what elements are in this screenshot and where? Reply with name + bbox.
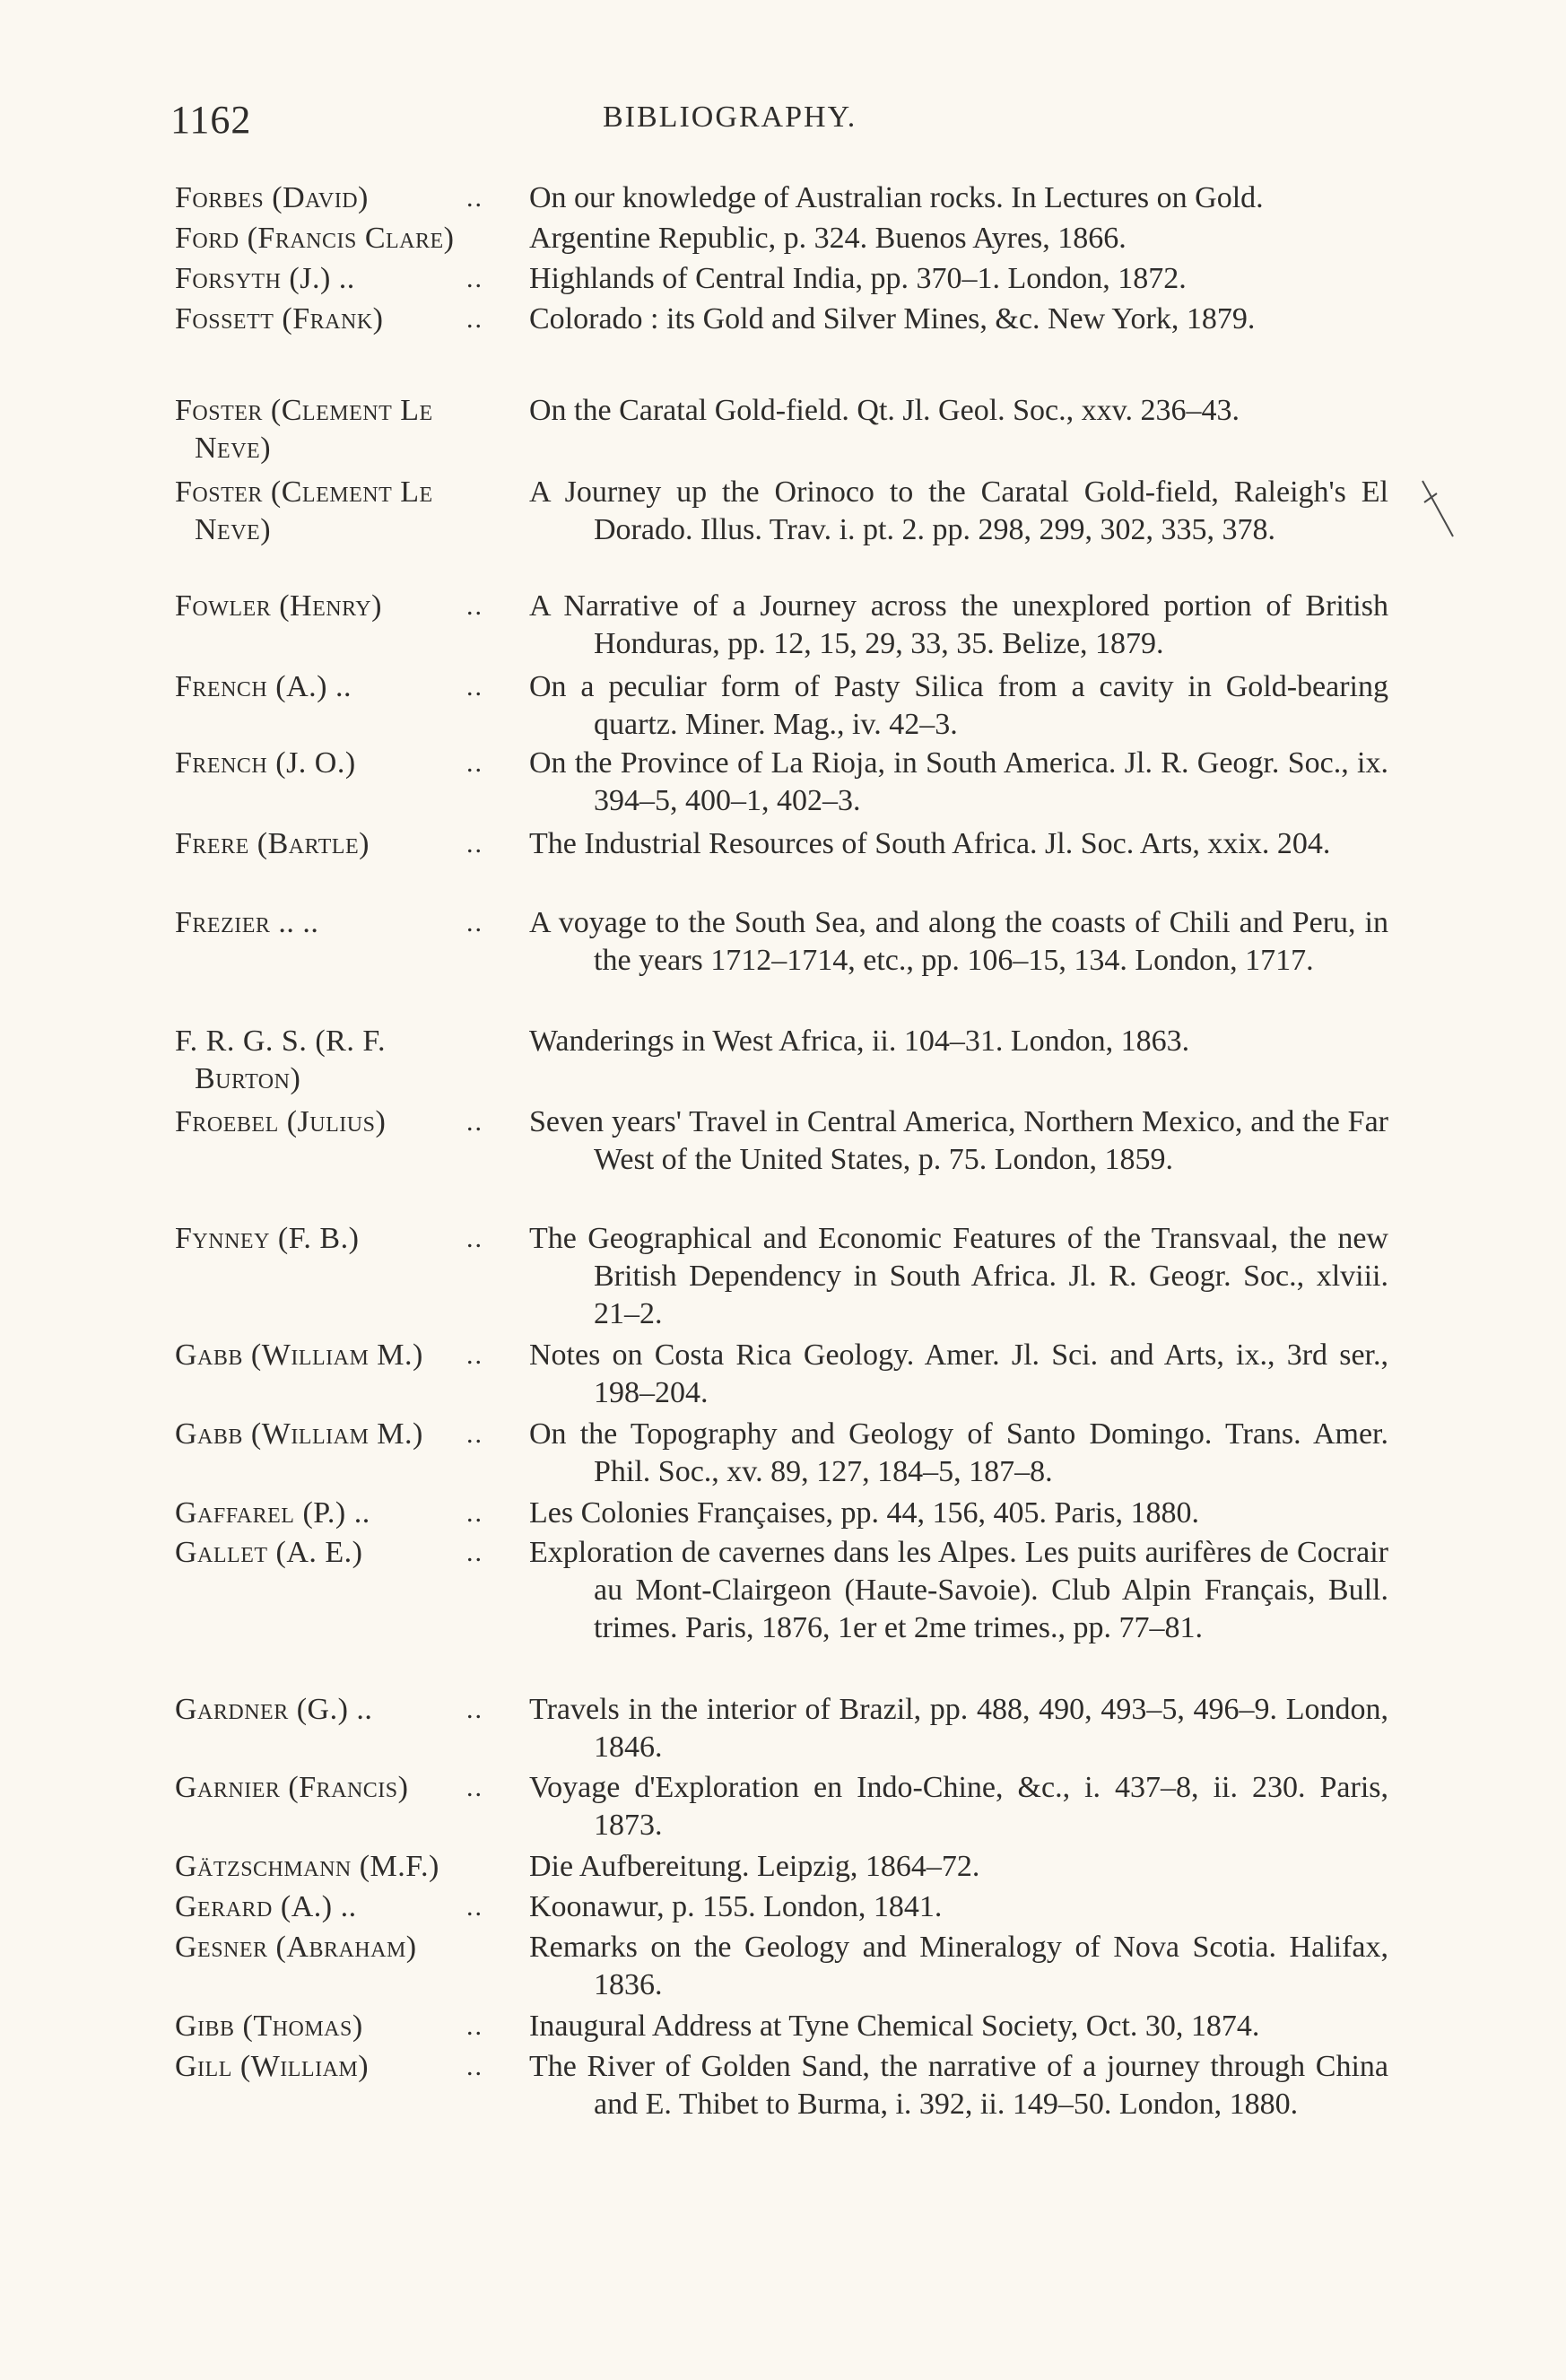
entry-work: Voyage d'Exploration en Indo-Chine, &c., i. 437–8, ii. 230. Paris, 1873. xyxy=(529,1771,1388,1842)
entry-work: A Journey up the Orinoco to the Caratal Gold-field, Raleigh's El Dorado. Illus. Trav. i. pt. 2. pp. 298, 299, 302, 335, 378. xyxy=(529,475,1388,546)
entry-author: F. R. G. S. (R. F. Burton) xyxy=(175,1024,387,1095)
entry-author: Garnier (Francis) xyxy=(175,1771,409,1804)
entry-work: On a peculiar form of Pasty Silica from a cavity in Gold-bearing quartz. Miner. Mag., iv. 42–3. xyxy=(529,670,1388,741)
entry-work: A voyage to the South Sea, and along the coasts of Chili and Peru, in the years 1712–1714, etc., pp. 106–15, 134. London, 1717. xyxy=(529,906,1388,977)
entry-author: Gibb (Thomas) xyxy=(175,2009,363,2043)
entry-work: On the Province of La Rioja, in South America. Jl. R. Geogr. Soc., ix. 394–5, 400–1, 402–3. xyxy=(529,746,1388,817)
entry-leader-dots: .. xyxy=(466,183,483,213)
entry-author: Fossett (Frank) xyxy=(175,302,384,336)
entry-author: Forsyth (J.) .. xyxy=(175,262,355,295)
entry-author: Gaffarel (P.) .. xyxy=(175,1496,370,1530)
running-head: BIBLIOGRAPHY. xyxy=(603,100,857,134)
entry-work: Seven years' Travel in Central America, Northern Mexico, and the Far West of the United States, p. 75. London, 1859. xyxy=(529,1105,1388,1176)
entry-work: The River of Golden Sand, the narrative of a journey through China and E. Thibet to Burma, i. 392, ii. 149–50. London, 1880. xyxy=(529,2050,1388,2121)
entry-work: Wanderings in West Africa, ii. 104–31. London, 1863. xyxy=(529,1024,1190,1058)
entry-leader-dots: .. xyxy=(466,2052,483,2081)
entry-author: Froebel (Julius) xyxy=(175,1105,387,1138)
entry-leader-dots: .. xyxy=(466,304,483,334)
entry-work: Koonawur, p. 155. London, 1841. xyxy=(529,1890,943,1923)
entry-author: Fynney (F. B.) xyxy=(175,1222,360,1255)
entry-work: Exploration de cavernes dans les Alpes. Les puits aurifères de Cocrair au Mont-Clairgeon (Haute-Savoie). Club Alpin Français, Bull. trimes. Paris, 1876, 1er et 2me trimes., pp. 77–81. xyxy=(529,1536,1388,1644)
entry-author: Foster (Clement Le Neve) xyxy=(175,475,433,546)
entry-author: Gerard (A.) .. xyxy=(175,1890,357,1923)
entry-author: Gill (William) xyxy=(175,2050,370,2083)
entry-author: French (A.) .. xyxy=(175,670,352,703)
entry-work: Inaugural Address at Tyne Chemical Society, Oct. 30, 1874. xyxy=(529,2009,1260,2043)
entry-work: Highlands of Central India, pp. 370–1. London, 1872. xyxy=(529,262,1187,295)
page-number: 1162 xyxy=(170,98,252,142)
entry-work: The Geographical and Economic Features of the Transvaal, the new British Dependency in South Africa. Jl. R. Geogr. Soc., xlviii. 21–2. xyxy=(529,1222,1388,1330)
entry-work: Die Aufbereitung. Leipzig, 1864–72. xyxy=(529,1850,980,1883)
entry-work: Argentine Republic, p. 324. Buenos Ayres, 1866. xyxy=(529,222,1127,255)
entry-leader-dots: .. xyxy=(466,672,483,702)
entry-leader-dots: .. xyxy=(466,748,483,778)
entry-author: Gardner (G.) .. xyxy=(175,1693,373,1726)
entry-leader-dots: .. xyxy=(466,1773,483,1802)
entry-work: Colorado : its Gold and Silver Mines, &c. New York, 1879. xyxy=(529,302,1256,336)
entry-leader-dots: .. xyxy=(466,1419,483,1449)
entry-work: On the Topography and Geology of Santo Domingo. Trans. Amer. Phil. Soc., xv. 89, 127, 184–5, 187–8. xyxy=(529,1417,1388,1488)
entry-work: Travels in the interior of Brazil, pp. 488, 490, 493–5, 496–9. London, 1846. xyxy=(529,1693,1388,1764)
entry-leader-dots: .. xyxy=(466,264,483,293)
entry-leader-dots: .. xyxy=(466,829,483,859)
entry-leader-dots: .. xyxy=(466,1538,483,1567)
entry-author: Frezier .. .. xyxy=(175,906,319,939)
entry-leader-dots: .. xyxy=(466,908,483,937)
entry-work: Notes on Costa Rica Geology. Amer. Jl. Sci. and Arts, ix., 3rd ser., 198–204. xyxy=(529,1338,1388,1409)
entry-author: Gallet (A. E.) xyxy=(175,1536,363,1569)
entry-leader-dots: .. xyxy=(466,1107,483,1137)
entry-leader-dots: .. xyxy=(466,591,483,621)
entry-author: Gätzschmann (M.F.) xyxy=(175,1850,439,1883)
entry-leader-dots: .. xyxy=(466,1892,483,1922)
entry-work: A Narrative of a Journey across the unexplored portion of British Honduras, pp. 12, 15, 29, 33, 35. Belize, 1879. xyxy=(529,589,1388,660)
entry-author: Frere (Bartle) xyxy=(175,827,370,860)
margin-pencil-mark xyxy=(1419,477,1457,540)
entry-author: Foster (Clement Le Neve) xyxy=(175,394,433,465)
entry-work: The Industrial Resources of South Africa. Jl. Soc. Arts, xxix. 204. xyxy=(529,827,1331,860)
entry-leader-dots: .. xyxy=(466,1340,483,1370)
entry-leader-dots: .. xyxy=(466,1498,483,1528)
entry-author: Gabb (William M.) xyxy=(175,1417,423,1451)
entry-leader-dots: .. xyxy=(466,2011,483,2041)
entry-work: Remarks on the Geology and Mineralogy of Nova Scotia. Halifax, 1836. xyxy=(529,1931,1388,2001)
entry-leader-dots: .. xyxy=(466,1224,483,1253)
entry-author: Fowler (Henry) xyxy=(175,589,382,623)
entry-author: Ford (Francis Clare) xyxy=(175,222,455,255)
entry-work: On the Caratal Gold-field. Qt. Jl. Geol. Soc., xxv. 236–43. xyxy=(529,394,1240,427)
entry-work: Les Colonies Françaises, pp. 44, 156, 405. Paris, 1880. xyxy=(529,1496,1199,1530)
entry-work: On our knowledge of Australian rocks. In Lectures on Gold. xyxy=(529,181,1264,214)
entry-leader-dots: .. xyxy=(466,1695,483,1724)
entry-author: Forbes (David) xyxy=(175,181,369,214)
entry-author: French (J. O.) xyxy=(175,746,356,780)
entry-author: Gesner (Abraham) xyxy=(175,1931,417,1964)
entry-author: Gabb (William M.) xyxy=(175,1338,423,1372)
